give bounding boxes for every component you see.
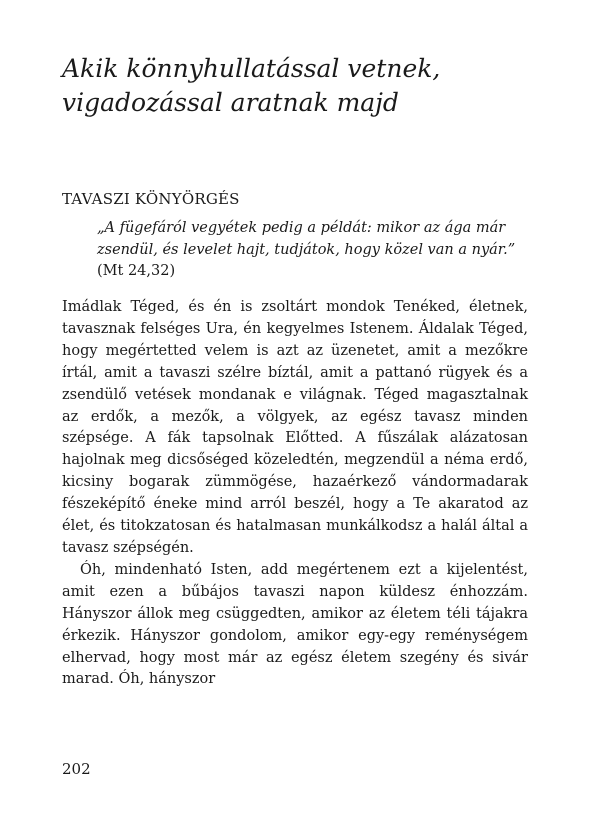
epigraph	[97, 218, 525, 283]
section-heading: TAVASZI KÖNYÖRGÉS	[62, 190, 240, 208]
page-title: Akik könnyhullatással vetnek, vigadozással aratnak majd	[62, 54, 441, 117]
body-text	[62, 297, 528, 691]
paragraph: Óh, mindenható Isten, add megértenem ezt a kijelentést, amit ezen a bűbájos tavaszi napon küldesz énhozzám. Hányszor állok meg csüggedten, amikor az életem téli tájakra érkezik. Hányszor gondolom, amikor egy-egy reménységem elhervad, hogy most már az egész életem szegény és sivár marad. Óh, hányszor	[62, 561, 528, 688]
paragraph: Imádlak Téged, és én is zsoltárt mondok Tenéked, életnek, tavasznak felséges Ura, én kegyelmes Istenem. Áldalak Téged, hogy megértetted velem is azt az üzenetet, amit a mezőkre írtál, amit a tavaszi szélre bíztál, amit a pattanó rügyek és a zsendülő vetések mondanak e világnak. Téged magasztalnak az erdők, a mezők, a völgyek, az egész tavasz minden szépsége. A fák tapsolnak Előtted. A fűszálak alázatosan hajolnak meg dicsőséged közeledtén, megzendül a néma erdő, kicsiny bogarak zümmögése, hazaérkező vándormadarak fészeképítő éneke mind arról beszél, hogy a Te akaratod az élet, és titokzatosan és hatalmasan munkálkodsz a halál által a tavasz szépségén.	[62, 299, 528, 556]
epigraph-quote: „A fügefáról vegyétek pedig a példát: mikor az ága már zsendül, és levelet hajt, tudjátok, hogy közel van a nyár.”	[97, 220, 516, 258]
page-number: 202	[62, 760, 91, 778]
epigraph-reference: (Mt 24,32)	[97, 263, 176, 279]
